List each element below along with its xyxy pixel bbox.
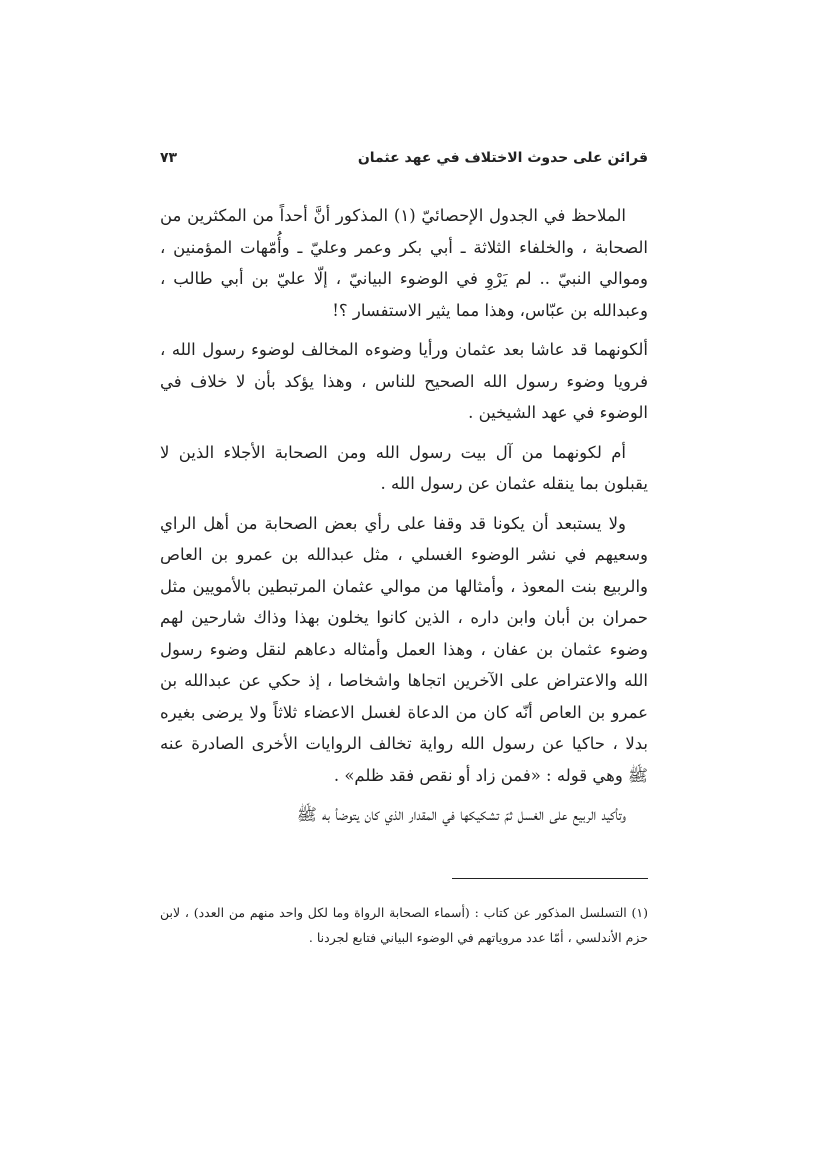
running-header-title: قرائن على حدوث الاختلاف في عهد عثمان xyxy=(357,150,648,166)
body-text xyxy=(160,200,648,839)
footnotes xyxy=(160,900,648,950)
paragraph-1: الملاحظ في الجدول الإحصائيّ (١) المذكور أنَّ أحداً من المكثرين من الصحابة ، والخلفاء الثلاثة ـ أبي بكر وعمر وعليّ ـ وأُمّهات المؤمنين ، وموالي النبيّ .. لم يَرْوِ في الوضوء البيانيّ ، إلّا عليّ بن أبي طالب ، وعبدالله بن عبّاس، وهذا مما يثير الاستفسار ؟! xyxy=(160,206,648,320)
paragraph-5: وتأكيد الربيع على الغسل ثمّ تشكيكها في المقدار الذي كان يتوضأ به ﷺ xyxy=(296,805,626,824)
footnote-divider xyxy=(452,878,648,879)
footnote-1: (١) التسلسل المذكور عن كتاب : (أسماء الصحابة الرواة وما لكل واحد منهم من العدد) ، لابن حزم الأندلسي ، أمّا عدد مروياتهم في الوضوء البياني فتابع لجردنا . xyxy=(160,905,648,945)
paragraph-4: ولا يستبعد أن يكونا قد وقفا على رأي بعض الصحابة من أهل الراي وسعيهم في نشر الوضوء الغسلي ، مثل عبدالله بن عمرو بن العاص والربيع بنت المعوذ ، وأمثالها من موالي عثمان المرتبطين بالأمويين مثل حمران بن أبان وابن داره ، الذين كانوا يخلون بهذا وذاك شارحين لهم وضوء عثمان بن عفان ، وهذا العمل وأمثاله دعاهم لنقل وضوء رسول الله والاعتراض على الآخرين اتجاها واشخاصا ، إذ حكي عن عبدالله بن عمرو بن العاص أنّه كان من الدعاة لغسل الاعضاء ثلاثاً ولا يرضى بغيره بدلا ، حاكيا عن رسول الله رواية تخالف الروايات الأخرى الصادرة عنه ﷺ وهي قوله : «فمن زاد أو نقص فقد ظلم» . xyxy=(160,513,648,785)
paragraph-2: ألكونهما قد عاشا بعد عثمان ورأيا وضوءه المخالف لوضوء رسول الله ، فرويا وضوء رسول الله الصحيح للناس ، وهذا يؤكد بأن لا خلاف في الوضوء في عهد الشيخين . xyxy=(160,340,648,422)
running-header xyxy=(160,150,648,176)
page-number: ٧٣ xyxy=(160,150,178,166)
paragraph-3: أم لكونهما من آل بيت رسول الله ومن الصحابة الأجلاء الذين لا يقبلون بما ينقله عثمان عن رسول الله . xyxy=(160,442,648,493)
